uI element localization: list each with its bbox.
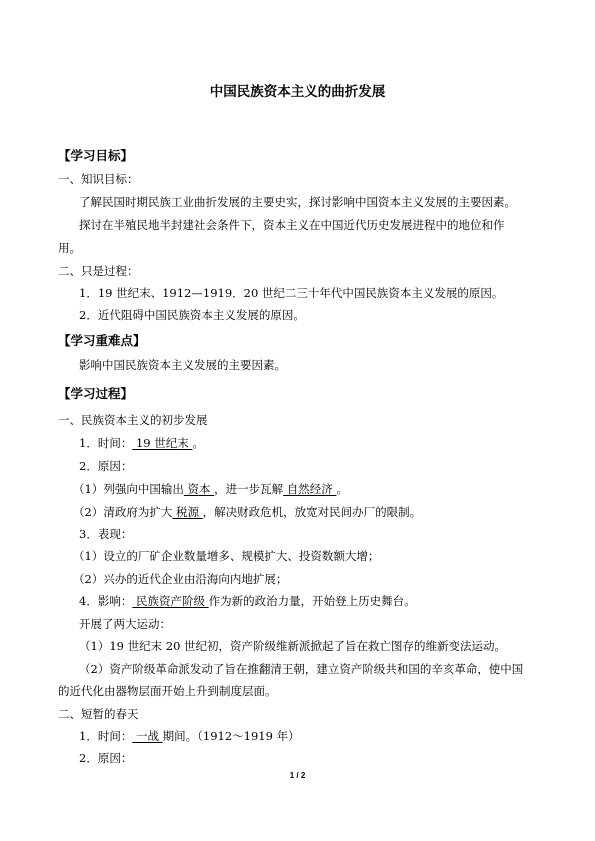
process-line-16: 2．原因： (79, 751, 133, 765)
impact-label: 4．影响： (79, 594, 133, 608)
goals-line-5: 二、只是过程： (58, 264, 139, 278)
process-line-6: 3．表现： (79, 527, 133, 541)
page-number: 1 / 2 (289, 771, 306, 780)
process-line-15 (79, 729, 300, 744)
process-line-10: 开展了两大运动： (79, 617, 171, 631)
cause-1-answer-natural-economy: 自然经济 (283, 482, 337, 496)
key-points-line-1: 影响中国民族资本主义发展的主要因素。 (79, 358, 286, 372)
learning-process-heading: 【学习过程】 (58, 386, 134, 401)
goals-line-4: 用。 (58, 241, 81, 255)
process-line-14: 二、短暂的春天 (58, 707, 139, 721)
process-line-8: （2）兴办的近代企业由沿海向内地扩展； (73, 572, 288, 586)
page-title: 中国民族资本主义的曲折发展 (209, 84, 386, 100)
time-label: 1．时间： (79, 436, 133, 450)
spring-time-label: 1．时间： (79, 729, 133, 743)
impact-answer: 民族资产阶级 (132, 594, 209, 608)
process-line-1: 一、民族资本主义的初步发展 (58, 413, 208, 427)
process-line-9 (79, 594, 416, 609)
spring-time-text: 期间。（1912～1919 年） (162, 729, 300, 743)
cause-1-text-mid: ，进一步瓦解 (214, 482, 284, 496)
impact-text: 作为新的政治力量，开始登上历史舞台。 (208, 594, 416, 608)
process-line-12: （2）资产阶级革命派发动了旨在推翻清王朝，建立资产阶级共和国的辛亥革命，使中国 (79, 662, 524, 676)
goals-line-1: 一、知识目标： (58, 172, 139, 186)
goals-line-7: 2．近代阻碍中国民族资本主义发展的原因。 (79, 308, 305, 322)
process-line-5 (73, 505, 421, 520)
time-answer: 19 世纪末 (132, 436, 193, 450)
goals-line-2: 了解民国时期民族工业曲折发展的主要史实，探讨影响中国资本主义发展的主要因素。 (79, 195, 516, 209)
process-line-3: 2．原因： (79, 459, 133, 473)
cause-1-end: 。 (336, 482, 348, 496)
cause-2-text: （2）清政府为扩大 (73, 505, 173, 519)
cause-1-answer-capital: 资本 (183, 482, 215, 496)
spring-time-answer: 一战 (132, 729, 163, 743)
key-points-heading: 【学习重难点】 (58, 333, 146, 348)
process-line-7: （1）设立的厂矿企业数量增多、规模扩大、投资数额大增； (73, 549, 380, 563)
cause-2-end: ，解决财政危机，放宽对民间办厂的限制。 (202, 505, 422, 519)
learning-goals-heading: 【学习目标】 (58, 148, 134, 163)
process-line-11: （1）19 世纪末 20 世纪初，资产阶级维新派掀起了旨在救亡图存的维新变法运动。 (79, 639, 507, 653)
process-line-2 (79, 436, 204, 451)
time-end: 。 (192, 436, 204, 450)
cause-2-answer-tax: 税源 (172, 505, 203, 519)
process-line-13: 的近代化由器物层面开始上升到制度层面。 (58, 684, 277, 698)
cause-1-text: （1）列强向中国输出 (73, 482, 184, 496)
goals-line-3: 探讨在半殖民地半封建社会条件下，资本主义在中国近代历史发展进程中的地位和作 (79, 218, 505, 232)
process-line-4 (73, 482, 348, 497)
goals-line-6: 1．19 世纪末、1912—1919．20 世纪二三十年代中国民族资本主义发展的原因。 (79, 286, 504, 300)
